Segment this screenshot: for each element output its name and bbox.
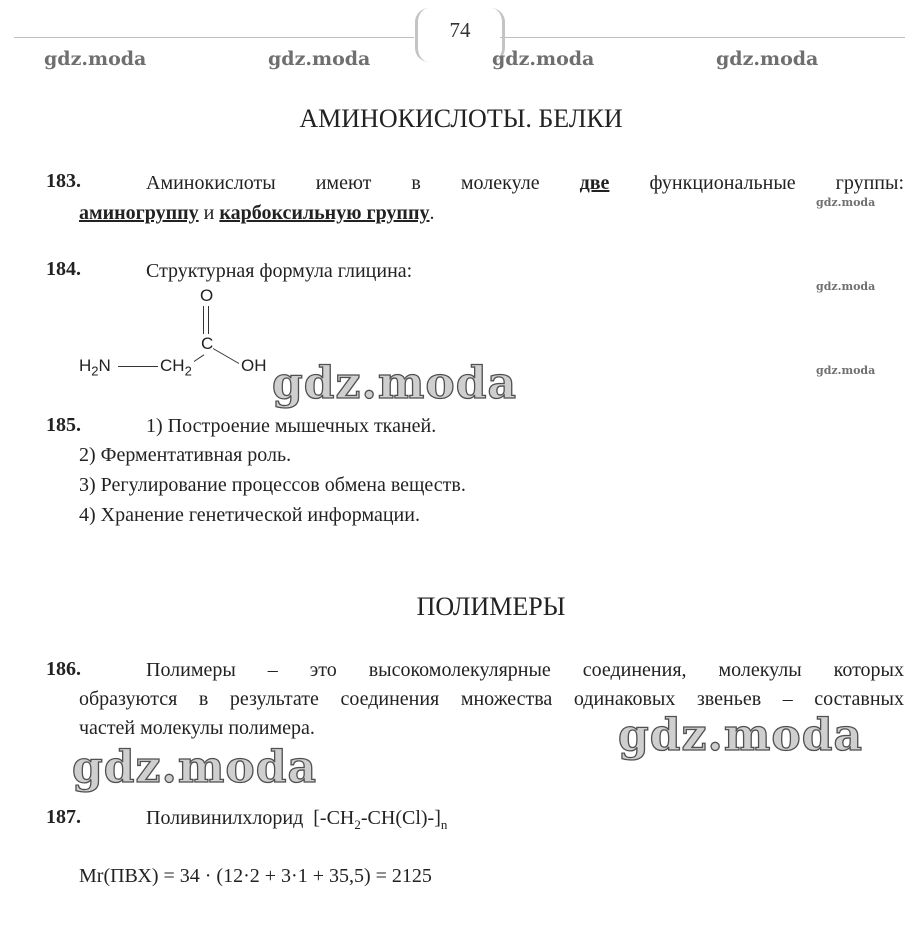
q187-formula-line [146,803,447,840]
q186-line2: образуются в результате соединения множества одинаковых звеньев – составных [79,688,904,710]
q185-item: 2) Ферментативная роль. [79,444,292,466]
q187-formula: $[-CH_2-CH(Cl)-]_n$ [313,807,448,832]
atom-o-top: O [200,286,214,305]
q183-answer-amino: аминогруппу [79,202,199,224]
q187-mr-calc: Mr(ПВХ) = 34 · (12·2 + 3·1 + 35,5) = 2125 [79,865,432,887]
q185-item: 4) Хранение генетической информации. [79,504,420,526]
section-title-polymers: ПОЛИМЕРЫ [416,592,566,621]
question-number: 185. [46,414,81,436]
atom-oh: OH [241,356,267,375]
section-title-amino: АМИНОКИСЛОТЫ. БЕЛКИ [299,104,623,133]
question-number: 187. [46,806,81,828]
group-h2n: $H_2N$ [79,356,111,379]
question-number: 184. [46,258,81,280]
q183-line2 [79,198,779,228]
bond-n-ch2 [118,366,158,367]
q183-text: Аминокислоты имеют в молекуле [146,172,540,194]
watermark-top: gdz.moda [268,48,371,70]
header-rule-left [14,37,414,38]
header-rule-right [500,37,905,38]
watermark-top: gdz.moda [44,48,147,70]
watermark-small: gdz.moda [816,364,876,377]
q183-text: и [203,202,215,224]
bond-c-oh [213,348,239,364]
watermark-large: gdz.moda [618,710,864,761]
group-ch2: $CH_2$ [160,356,192,379]
q187-name: Поливинилхлорид [146,807,304,829]
q183-answer-two: две [579,172,610,194]
watermark-top: gdz.moda [492,48,595,70]
watermark-large: gdz.moda [272,358,518,409]
question-number: 186. [46,658,81,680]
atom-c: C [201,334,214,353]
bond-double-co [203,306,204,334]
bond-ch2-c [194,354,205,362]
q183-text: . [429,202,435,224]
q184-text: Структурная формула глицина: [146,260,413,282]
watermark-small: gdz.moda [816,280,876,293]
q185-item: 3) Регулирование процессов обмена веществ. [79,474,466,496]
q183-line1 [146,168,904,198]
page-number: 74 [449,18,471,42]
bond-double-co [208,306,209,334]
q185-item: 1) Построение мышечных тканей. [146,415,437,437]
q183-text: функциональные группы: [649,172,905,194]
watermark-large: gdz.moda [72,742,318,793]
watermark-small: gdz.moda [816,196,876,209]
watermark-top: gdz.moda [716,48,819,70]
question-number: 183. [46,170,81,192]
q186-line3: частей молекулы полимера. [79,717,315,739]
q186-line1: Полимеры – это высокомолекулярные соединения, молекулы которых [146,659,904,681]
q183-answer-carboxyl: карбоксильную группу [219,202,430,224]
